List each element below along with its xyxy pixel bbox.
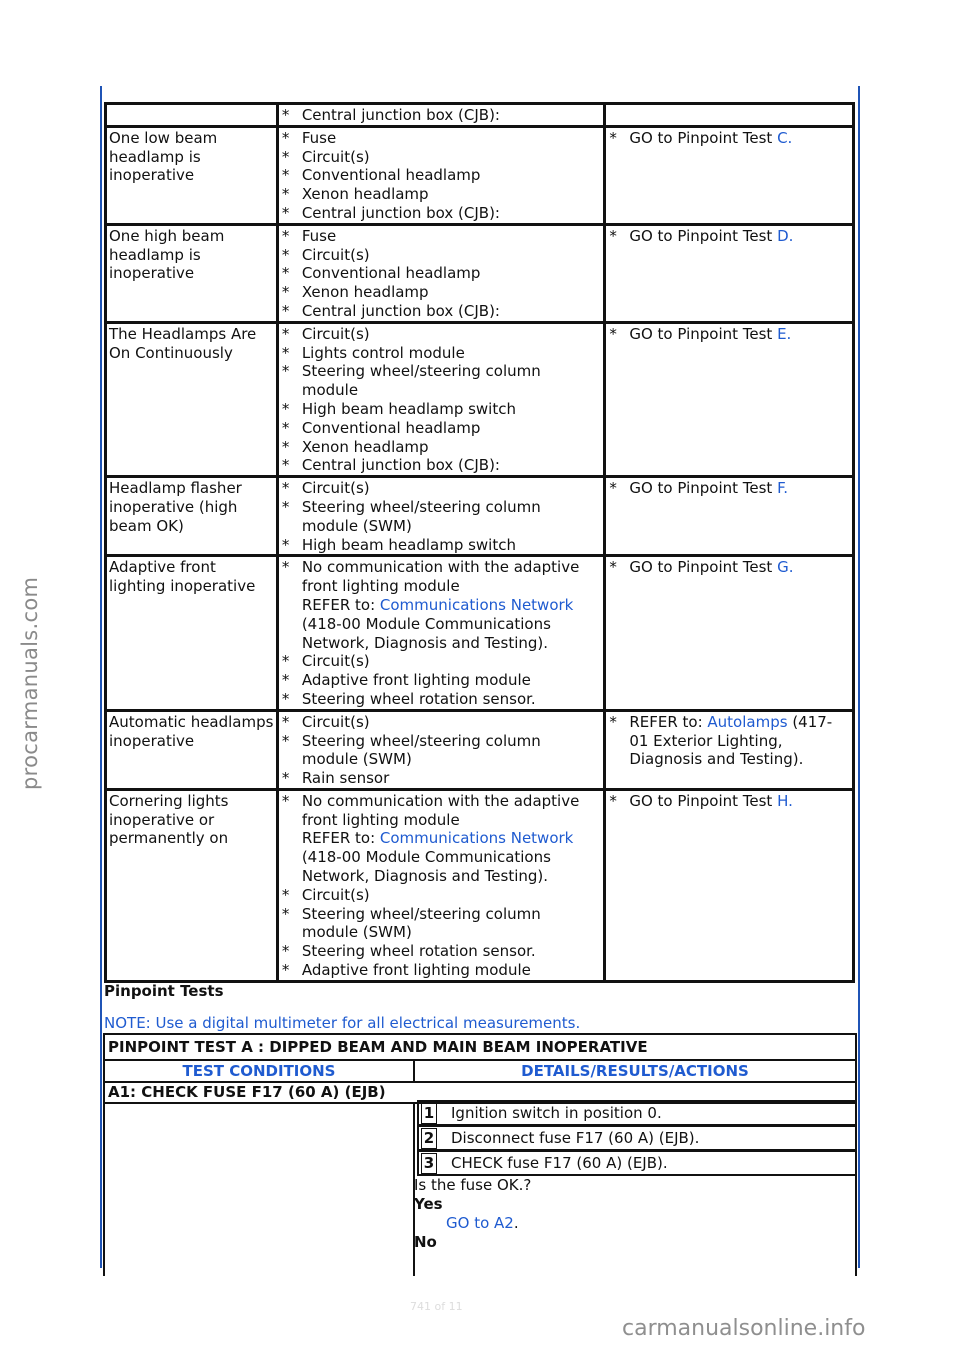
action-item (608, 713, 850, 769)
step-a1-title: A1: CHECK FUSE F17 (60 A) (EJB) (104, 1082, 856, 1103)
bullet-asterisk: * (281, 558, 290, 577)
symptom-cell: Cornering lights inoperative or permanently on (106, 789, 278, 981)
action-cell (605, 556, 854, 710)
symptom-row (106, 556, 854, 710)
cause-text: Fuse (301, 226, 337, 245)
bullet-asterisk: * (281, 399, 290, 418)
bullet-asterisk: * (281, 671, 290, 690)
symptom-row (106, 789, 854, 981)
action-cell (605, 322, 854, 476)
cause-item (281, 325, 602, 344)
possible-causes-cell (277, 477, 605, 556)
cause-text: High beam headlamp switch (301, 399, 516, 418)
bullet-asterisk: * (281, 961, 290, 980)
possible-causes-cell (277, 322, 605, 476)
action-cell (605, 224, 854, 322)
bullet-asterisk: * (281, 731, 290, 750)
cause-text: Circuit(s) (301, 712, 370, 731)
bullet-asterisk: * (281, 942, 290, 961)
step-number: 2 (421, 1128, 437, 1149)
cause-item (281, 344, 602, 363)
bullet-asterisk: * (281, 324, 290, 343)
possible-causes-cell (277, 224, 605, 322)
cause-item (281, 905, 602, 943)
symptom-row (106, 224, 854, 322)
action-text: GO to Pinpoint Test (629, 128, 778, 147)
cause-text: Rain sensor (301, 769, 390, 788)
symptom-row (106, 104, 854, 127)
action-text: GO to Pinpoint Test (629, 558, 778, 577)
possible-causes-cell (277, 126, 605, 224)
cause-text: Fuse (301, 128, 337, 147)
bullet-asterisk: * (281, 185, 290, 204)
cause-item (281, 438, 602, 457)
action-item (608, 479, 850, 498)
refer-to-label: REFER to: (301, 595, 380, 614)
cause-item (281, 148, 602, 167)
cause-item (281, 671, 602, 690)
action-suffix: (417-01 Exterior Lighting, Diagnosis and Testing). (629, 712, 833, 769)
possible-causes-cell (277, 556, 605, 710)
action-item (608, 558, 850, 577)
watermark-carmanualsonline: carmanualsonline.info (622, 1316, 866, 1341)
pinpoint-test-title: PINPOINT TEST A : DIPPED BEAM AND MAIN BEAM INOPERATIVE (104, 1034, 856, 1060)
action-link[interactable]: G. (777, 558, 794, 577)
bullet-asterisk: * (281, 497, 290, 516)
cause-item (281, 400, 602, 419)
possible-causes-cell (277, 104, 605, 127)
action-cell (605, 126, 854, 224)
action-cell (605, 710, 854, 789)
cause-text: Steering wheel rotation sensor. (301, 942, 536, 961)
symptom-row (106, 322, 854, 476)
bullet-asterisk: * (281, 437, 290, 456)
details-results-header: DETAILS/RESULTS/ACTIONS (414, 1060, 856, 1082)
action-link[interactable]: F. (777, 479, 789, 498)
test-conditions-header: TEST CONDITIONS (104, 1060, 414, 1082)
bullet-asterisk: * (281, 301, 290, 320)
cause-text: Circuit(s) (301, 245, 370, 264)
action-link[interactable]: D. (777, 226, 794, 245)
bullet-asterisk: * (281, 166, 290, 185)
cause-item (281, 264, 602, 283)
cause-item (281, 227, 602, 246)
cause-item (281, 362, 602, 400)
cause-text: Central junction box (CJB): (301, 301, 500, 320)
cause-item (281, 886, 602, 905)
action-item (608, 792, 850, 811)
cause-item (281, 942, 602, 961)
bullet-asterisk: * (609, 324, 617, 343)
bullet-asterisk: * (281, 652, 290, 671)
symptom-row (106, 126, 854, 224)
bullet-asterisk: * (281, 535, 290, 554)
refer-to-label: REFER to: (301, 829, 380, 848)
symptom-cell: The Headlamps Are On Continuously (106, 322, 278, 476)
go-to-a2-link[interactable]: GO to A2 (446, 1214, 514, 1232)
cause-text: Conventional headlamp (301, 264, 481, 283)
cause-text: Circuit(s) (301, 652, 370, 671)
cause-item (281, 652, 602, 671)
communications-network-link[interactable]: Communications Network (379, 595, 574, 614)
cause-text: Xenon headlamp (301, 185, 429, 204)
cause-text: Circuit(s) (301, 324, 370, 343)
cause-item (281, 129, 602, 148)
bullet-asterisk: * (281, 479, 290, 498)
cause-item (281, 690, 602, 709)
page-number: 741 of 11 (410, 1300, 463, 1313)
bullet-asterisk: * (281, 203, 290, 222)
step-text: Ignition switch in position 0. (451, 1104, 662, 1122)
cause-item (281, 498, 602, 536)
cause-item (281, 166, 602, 185)
action-cell (605, 477, 854, 556)
action-text: GO to Pinpoint Test (629, 791, 778, 810)
bullet-asterisk: * (281, 791, 290, 810)
question-text: Is the fuse OK.? (414, 1176, 532, 1194)
cause-item (281, 732, 602, 770)
cause-item (281, 769, 602, 788)
action-link[interactable]: C. (777, 128, 793, 147)
pinpoint-tests-heading: Pinpoint Tests (104, 982, 224, 1000)
refer-to-suffix: (418-00 Module Communications Network, Diagnosis and Testing). (301, 848, 551, 886)
step-number: 3 (421, 1153, 437, 1174)
cause-item (281, 419, 602, 438)
bullet-asterisk: * (281, 147, 290, 166)
bullet-asterisk: * (281, 885, 290, 904)
cause-item (281, 792, 602, 886)
action-link[interactable]: H. (777, 791, 793, 810)
watermark-procarmanuals: procarmanuals.com (18, 576, 42, 790)
bullet-asterisk: * (281, 712, 290, 731)
step-row-2 (417, 1125, 857, 1151)
bullet-asterisk: * (609, 128, 617, 147)
cause-text: High beam headlamp switch (301, 535, 516, 554)
bullet-asterisk: * (281, 343, 290, 362)
bullet-asterisk: * (609, 558, 617, 577)
cause-item (281, 558, 602, 652)
bullet-asterisk: * (281, 456, 290, 475)
yes-label: Yes (414, 1195, 443, 1213)
page-right-border (858, 86, 860, 1268)
note-text: NOTE: Use a digital multimeter for all electrical measurements. (104, 1014, 581, 1032)
cause-item (281, 106, 602, 125)
cause-text: Steering wheel/steering column module (SWM) (301, 904, 541, 942)
cause-item (281, 536, 602, 555)
cause-text: Xenon headlamp (301, 283, 429, 302)
cause-text: Adaptive front lighting module (301, 961, 531, 980)
cause-text: Central junction box (CJB): (301, 456, 500, 475)
action-text: GO to Pinpoint Test (629, 479, 778, 498)
possible-causes-cell (277, 789, 605, 981)
action-text: REFER to: (629, 712, 708, 731)
cause-text: Conventional headlamp (301, 166, 481, 185)
cause-item (281, 246, 602, 265)
cause-item (281, 961, 602, 980)
cause-text: Steering wheel/steering column module (SWM) (301, 497, 541, 535)
bullet-asterisk: * (281, 418, 290, 437)
action-link[interactable]: Autolamps (707, 712, 788, 731)
page-left-border (100, 86, 102, 1268)
action-item (608, 129, 850, 148)
bullet-asterisk: * (281, 245, 290, 264)
cause-text: Central junction box (CJB): (301, 203, 500, 222)
symptom-cell: Headlamp flasher inoperative (high beam OK) (106, 477, 278, 556)
bullet-asterisk: * (281, 283, 290, 302)
bullet-asterisk: * (281, 769, 290, 788)
cause-item (281, 456, 602, 475)
communications-network-link[interactable]: Communications Network (379, 829, 574, 848)
step-row-3 (417, 1150, 857, 1176)
bullet-asterisk: * (281, 106, 290, 124)
bullet-asterisk: * (281, 128, 290, 147)
action-cell (605, 104, 854, 127)
bullet-asterisk: * (609, 791, 617, 810)
cause-text: Central junction box (CJB): (301, 106, 500, 124)
cause-text: Steering wheel/steering column module (SWM) (301, 731, 541, 769)
cause-text: Steering wheel/steering column module (301, 362, 541, 400)
action-item (608, 325, 850, 344)
cause-text: Adaptive front lighting module (301, 671, 531, 690)
bullet-asterisk: * (609, 479, 617, 498)
step-text: Disconnect fuse F17 (60 A) (EJB). (451, 1129, 700, 1147)
symptom-row (106, 710, 854, 789)
cause-item (281, 185, 602, 204)
symptom-cell: Adaptive front lighting inoperative (106, 556, 278, 710)
yes-action-period: . (513, 1214, 519, 1232)
cause-item (281, 713, 602, 732)
question-block (414, 1176, 531, 1252)
cause-text: Circuit(s) (301, 147, 370, 166)
bullet-asterisk: * (609, 712, 617, 731)
symptom-cell: One low beam headlamp is inoperative (106, 126, 278, 224)
bullet-asterisk: * (281, 904, 290, 923)
symptom-cell: One high beam headlamp is inoperative (106, 224, 278, 322)
action-link[interactable]: E. (777, 324, 792, 343)
test-conditions-cell (104, 1103, 414, 1276)
bullet-asterisk: * (609, 226, 617, 245)
cause-text: Lights control module (301, 343, 465, 362)
cause-text: Conventional headlamp (301, 418, 481, 437)
symptom-chart-table (104, 102, 855, 983)
no-label: No (414, 1233, 437, 1251)
step-number: 1 (421, 1103, 437, 1124)
refer-to-suffix: (418-00 Module Communications Network, Diagnosis and Testing). (301, 614, 551, 652)
possible-causes-cell (277, 710, 605, 789)
cause-text: Xenon headlamp (301, 437, 429, 456)
cause-text: Steering wheel rotation sensor. (301, 689, 536, 708)
action-cell (605, 789, 854, 981)
symptom-cell (106, 104, 278, 127)
cause-item (281, 283, 602, 302)
action-text: GO to Pinpoint Test (629, 226, 778, 245)
bullet-asterisk: * (281, 689, 290, 708)
cause-text: No communication with the adaptive front lighting module (301, 791, 580, 829)
symptom-row (106, 477, 854, 556)
bullet-asterisk: * (281, 226, 290, 245)
cause-item (281, 302, 602, 321)
cause-text: No communication with the adaptive front lighting module (301, 558, 580, 596)
action-text: GO to Pinpoint Test (629, 324, 778, 343)
bullet-asterisk: * (281, 264, 290, 283)
cause-text: Circuit(s) (301, 479, 370, 498)
bullet-asterisk: * (281, 362, 290, 381)
action-item (608, 227, 850, 246)
cause-item (281, 204, 602, 223)
step-row-1 (417, 1100, 857, 1126)
cause-item (281, 479, 602, 498)
symptom-cell: Automatic headlamps inoperative (106, 710, 278, 789)
cause-text: Circuit(s) (301, 885, 370, 904)
step-text: CHECK fuse F17 (60 A) (EJB). (451, 1154, 668, 1172)
